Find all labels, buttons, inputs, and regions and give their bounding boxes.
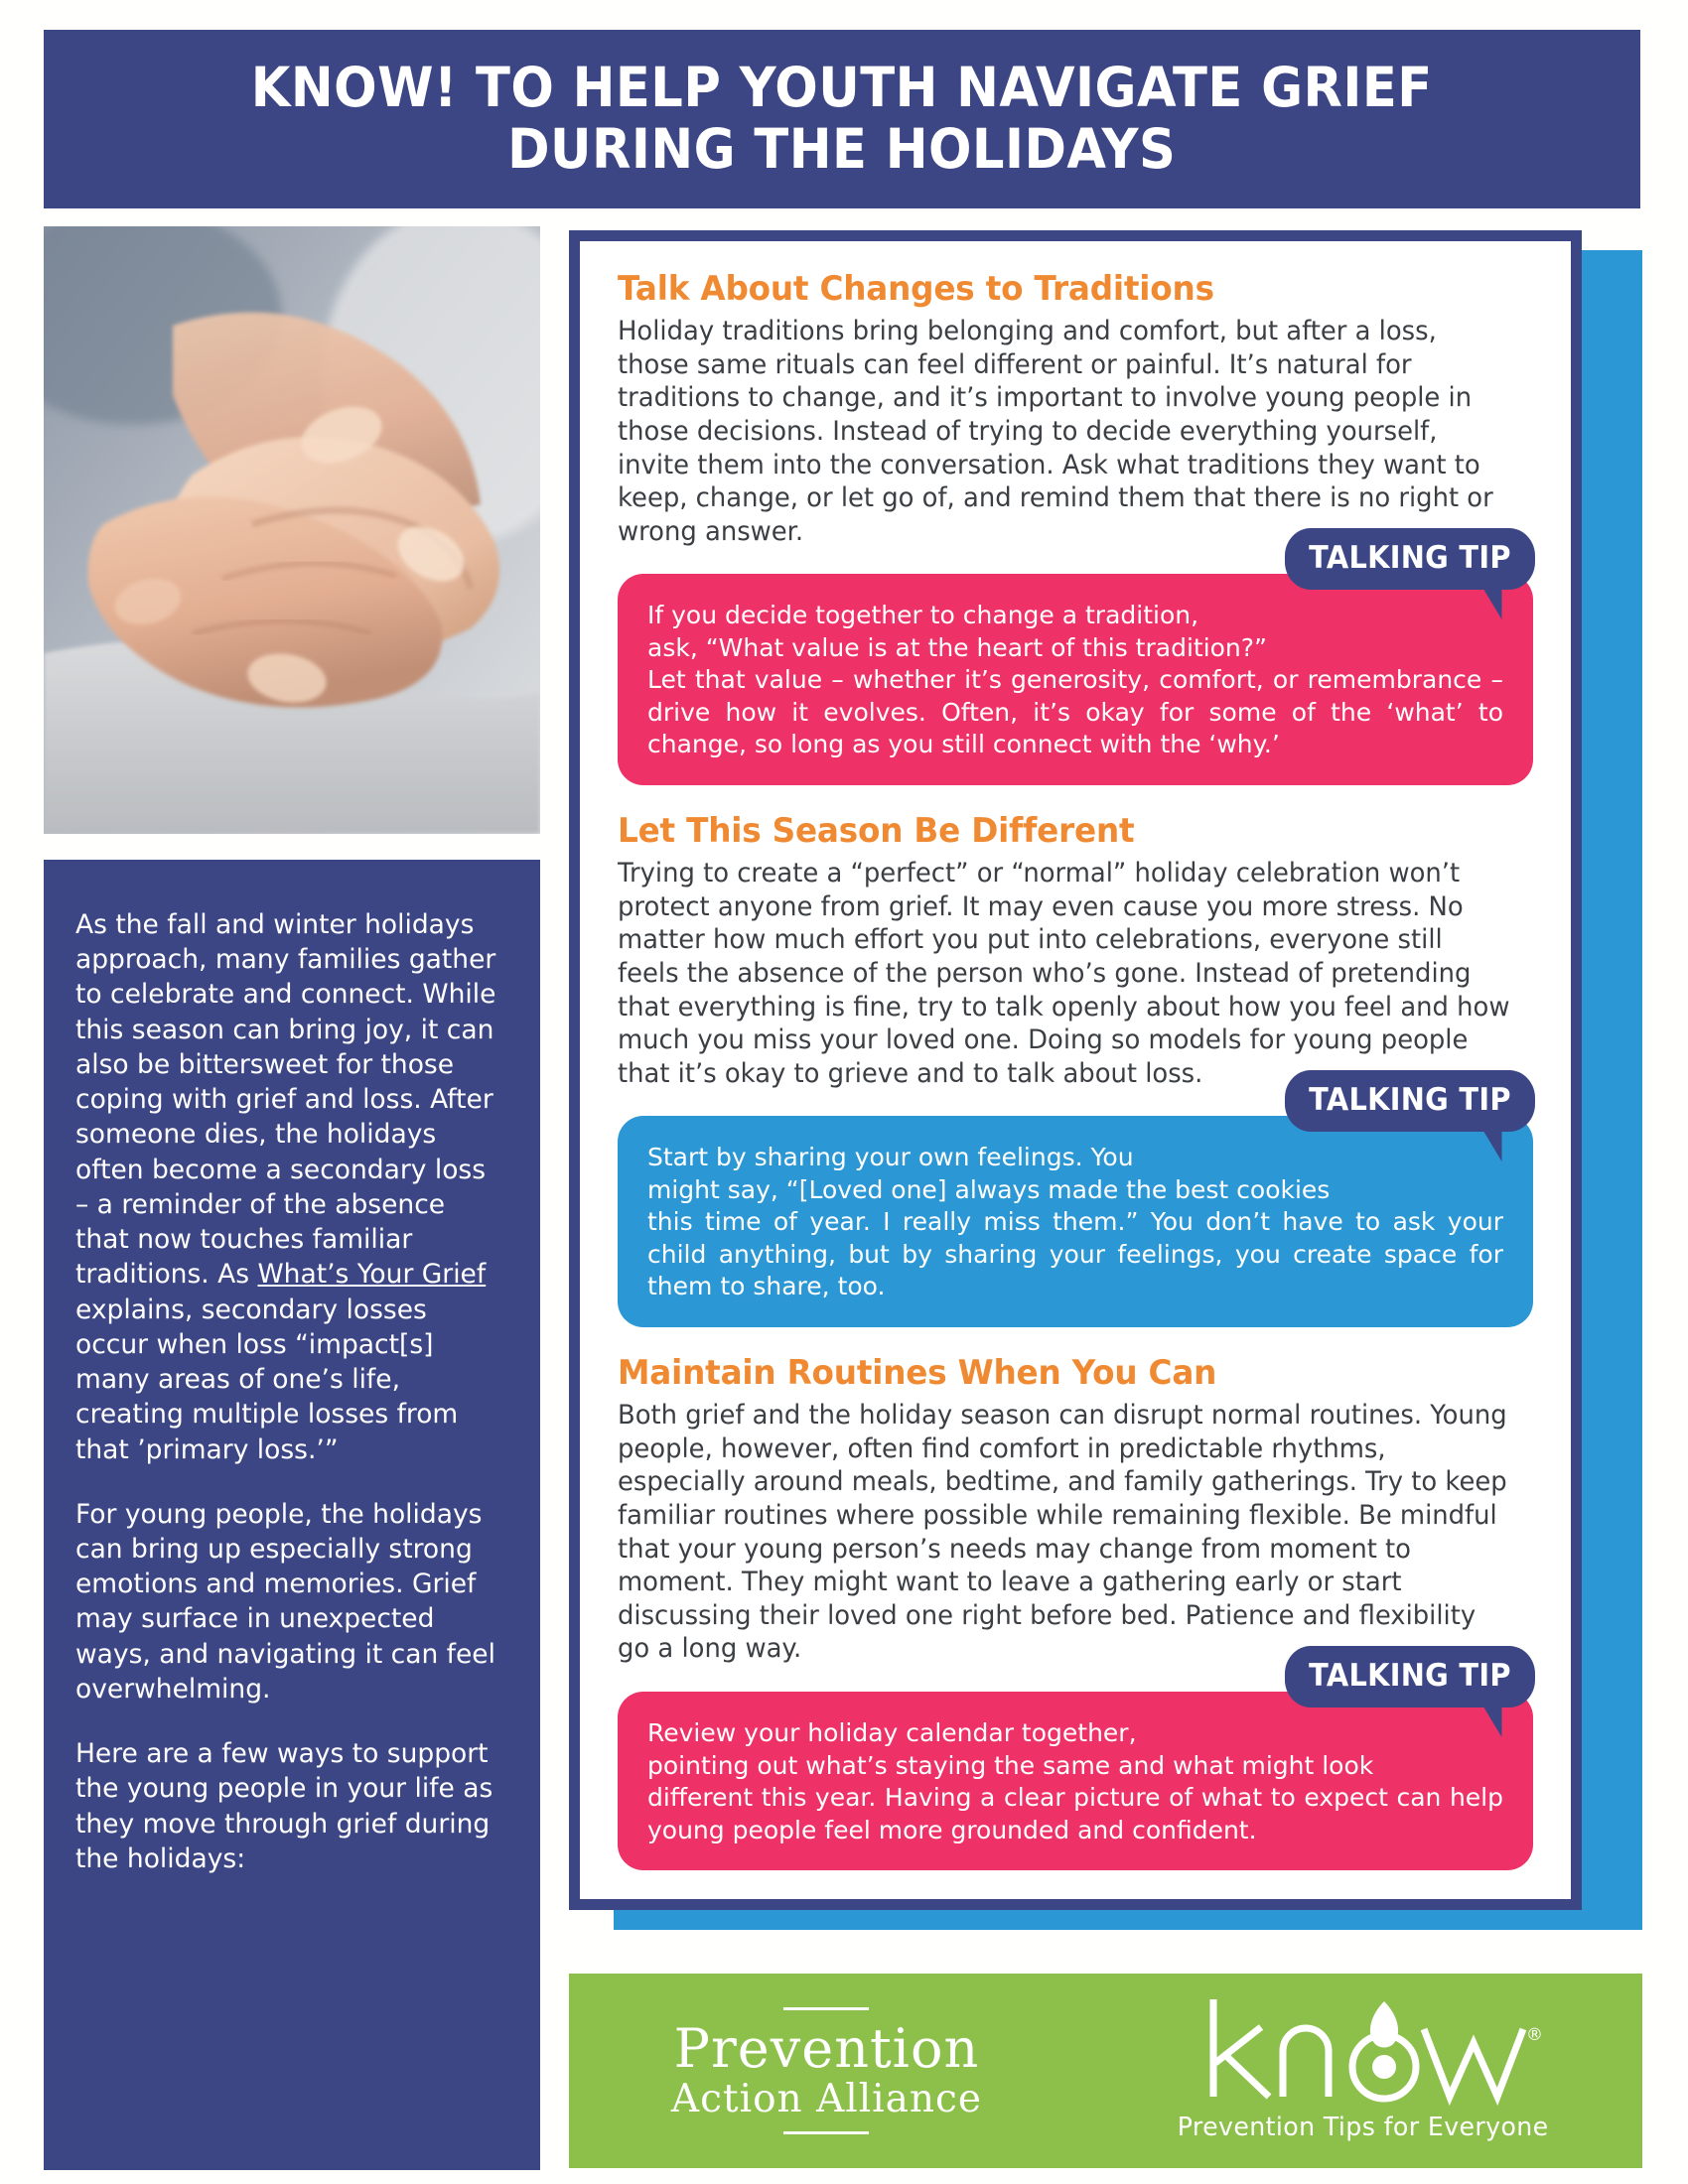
talking-tip-2 (618, 1082, 1533, 1327)
talking-tip-box-3 (618, 1692, 1533, 1870)
tip2-line-1: Start by sharing your own feelings. You (647, 1143, 1134, 1172)
section-body-different-season: Trying to create a “perfect” or “normal” holiday celebration won’t protect anyone from grief. It may even cause you more stress. No matter how much effort you put into celebrations, everyone still feels the absence of the person who’s gone. Instead of pretending that everything is fine, try to talk openly about how you feel and how much you miss your loved one. Doing so models for young people that it’s okay to grieve and to talk about loss. (618, 857, 1510, 1089)
prevention-action-alliance-logo (569, 2007, 1084, 2134)
section-title-different-season: Let This Season Be Different (618, 810, 1135, 851)
org-name: Prevention (673, 2017, 980, 2081)
org-subname: Action Alliance (670, 2076, 982, 2121)
section-title-routines: Maintain Routines When You Can (618, 1352, 1217, 1393)
tip3-rest: different this year. Having a clear picture of what to expect can help young people feel more grounded and confident. (647, 1783, 1503, 1844)
tip1-rest: Let that value – whether it’s generosity, comfort, or remembrance – drive how it evolves. Often, it’s okay for some of the ‘what’ to change, so long as you still connect with the ‘why.’ (647, 665, 1503, 759)
intro-sidebar (44, 860, 540, 2170)
logo-rule-top (783, 2007, 869, 2010)
sidebar-paragraph-3: Here are a few ways to support the young people in your life as they move through grief during the holidays: (75, 1738, 493, 1874)
tip3-line-1: Review your holiday calendar together, (647, 1718, 1137, 1748)
tip2-line-2: might say, “[Loved one] always made the best cookies (647, 1174, 1331, 1204)
section-body-traditions: Holiday traditions bring belonging and comfort, but after a loss, those same rituals can feel different or painful. It’s natural for traditions to change, and it’s important to involve young people in those decisions. Instead of trying to decide everything yourself, invite them into the conversation. Ask what traditions they want to keep, change, or let go of, and remind them that there is no right or wrong answer. (618, 316, 1493, 547)
page-title-line-1: KNOW! TO HELP YOUTH NAVIGATE GRIEF (251, 56, 1433, 120)
tip1-line-2: ask, “What value is at the heart of this tradition?” (647, 632, 1267, 662)
registered-trademark-symbol: ® (1525, 2025, 1543, 2045)
sidebar-p1-pre: As the fall and winter holidays approach, many families gather to celebrate and connect. While this season can bring joy, it can also be bittersweet for those coping with grief and loss. After someone dies, the holidays often become a secondary loss – a reminder of the absence that now touches familiar traditions. As (75, 909, 496, 1291)
section-title-traditions: Talk About Changes to Traditions (618, 269, 1214, 309)
page-title-line-2: DURING THE HOLIDAYS (507, 117, 1177, 181)
main-content-panel (569, 230, 1582, 1910)
talking-tip-1 (618, 540, 1533, 785)
page-title (223, 58, 1461, 180)
know-brand-logo (1084, 1999, 1642, 2142)
sidebar-paragraph-2: For young people, the holidays can bring up especially strong emotions and memories. Grief may surface in unexpected ways, and navigating it can feel overwhelming. (75, 1498, 495, 1705)
sidebar-p1-post: explains, secondary losses occur when loss “impact[s] many areas of one’s life, creating multiple losses from that ’primary loss.’” (75, 1294, 459, 1465)
footer-logo-band (569, 1974, 1642, 2168)
whats-your-grief-link[interactable]: What’s Your Grief (257, 1259, 487, 1291)
sidebar-paragraph-1 (75, 907, 496, 1467)
tip2-rest: this time of year. I really miss them.” You don’t have to ask your child anything, but by sharing your feelings, you create space for them to share, too. (647, 1207, 1503, 1301)
talking-tip-badge-3: TALKING TIP (1285, 1646, 1535, 1707)
tip3-line-2: pointing out what’s staying the same and what might look (647, 1750, 1374, 1780)
clasped-hands-photo (44, 226, 540, 834)
header-banner (44, 30, 1640, 208)
talking-tip-box-2 (618, 1116, 1533, 1327)
talking-tip-badge-1: TALKING TIP (1285, 528, 1535, 590)
section-body-routines: Both grief and the holiday season can disrupt normal routines. Young people, however, often find comfort in predictable rhythms, especially around meals, bedtime, and family gatherings. Try to keep familiar routines where possible while remaining flexible. Be mindful that your young person’s needs may change from moment to moment. They might want to leave a gathering early or start discussing their loved one right before bed. Patience and flexibility go a long way. (618, 1399, 1507, 1665)
brand-tagline: Prevention Tips for Everyone (1178, 2113, 1549, 2142)
talking-tip-badge-2: TALKING TIP (1285, 1070, 1535, 1132)
know-wordmark (1199, 1999, 1543, 2109)
logo-rule-bottom (783, 2131, 869, 2134)
tip1-line-1: If you decide together to change a tradition, (647, 601, 1199, 630)
talking-tip-box-1 (618, 574, 1533, 785)
talking-tip-3 (618, 1658, 1533, 1870)
